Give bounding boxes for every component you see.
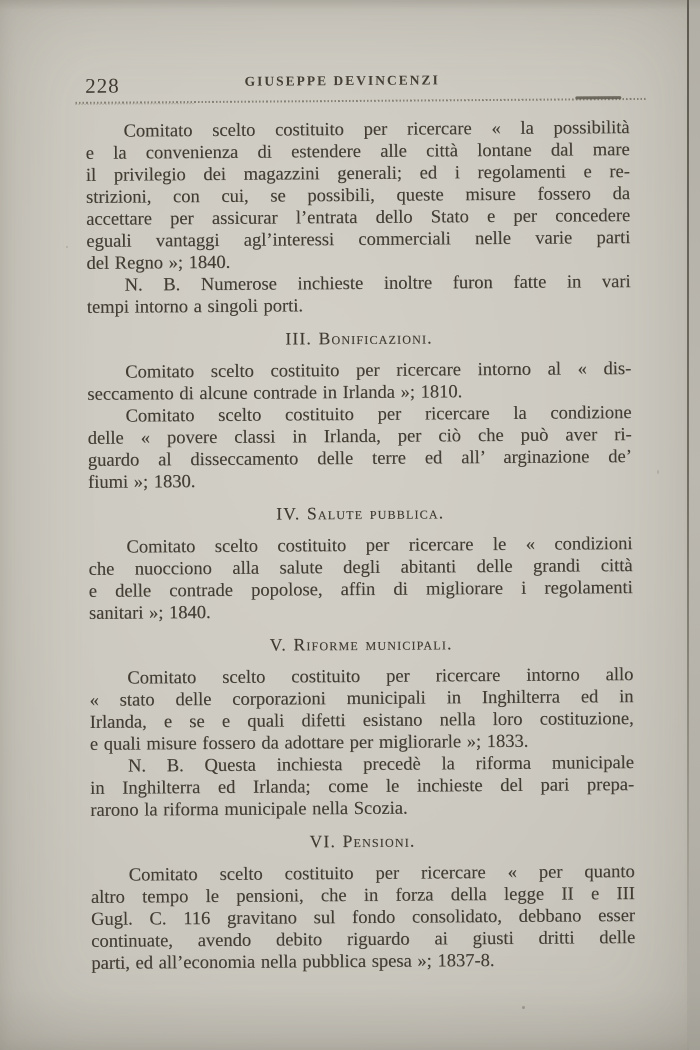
text-line: continuate, avendo debito riguardo ai giusti dritti delle (91, 928, 636, 952)
paragraph (91, 861, 636, 975)
text-line: sanitari »; 1840. (88, 602, 211, 624)
text-line: Comitato scelto costituito per ricercare intorno al « dis- (125, 359, 632, 383)
text-line: parti, ed all’economia nella pubblica spesa »; 1837-8. (91, 951, 495, 974)
paragraph (89, 664, 634, 756)
section-heading: III. Bonificazioni. (285, 327, 433, 349)
paragraph (90, 752, 634, 822)
text-line: Comitato scelto costituito per ricercare « la possibilità (123, 118, 630, 142)
paragraph (87, 271, 631, 319)
paragraph (85, 117, 630, 275)
text-line: altro tempo le pensioni, che in forza della legge II e III (90, 884, 635, 908)
paper-speck (657, 470, 659, 474)
text-line: rarono la riforma municipale nella Scozia. (90, 798, 408, 821)
text-line: Comitato scelto costituito per ricercare le « condizioni (126, 534, 633, 558)
text-line: e delle contrade popolose, affin di migliorare i regolamenti (88, 578, 633, 602)
section-heading: IV. Salute pubblica. (276, 502, 445, 524)
running-title: GIUSEPPE DEVINCENZI (244, 72, 440, 89)
text-line: tempi intorno a singoli porti. (86, 296, 304, 318)
text-line: Gugl. C. 116 gravitano sul fondo consolidato, debbano esser (90, 906, 636, 930)
top-shadow (0, 0, 700, 10)
header-rule-right-segment (575, 96, 621, 99)
text-line: accettare per assicurar l’entrata dello Stato e per concedere (86, 206, 631, 230)
text-line: e la convenienza di estendere alle città lontane dal mare (85, 140, 630, 164)
section-heading: V. Riforme municipali. (269, 633, 453, 655)
text-line: fiumi »; 1830. (87, 472, 196, 493)
text-line: eguali vantaggi agl’interessi commerciali nelle varie parti (86, 228, 631, 252)
text-line: Comitato scelto costituito per ricercare intorno allo (127, 665, 634, 689)
text-line: del Regno »; 1840. (86, 252, 231, 274)
text-line: « stato delle corporazioni municipali in Inghilterra ed in (89, 687, 634, 711)
page-header (85, 0, 630, 112)
paper-speck (522, 1006, 525, 1009)
text-line: Comitato scelto costituito per ricercare « per quanto (128, 862, 635, 886)
text-line: delle « povere classi in Irlanda, per ciò che può aver ri- (87, 425, 632, 449)
page-number: 228 (85, 73, 120, 98)
bottom-shadow (0, 990, 700, 1050)
paragraph (87, 358, 631, 406)
text-line: N. B. Questa inchiesta precedè la riforma municipale (127, 753, 635, 777)
text-line: il privilegio dei magazzini generali; ed i regolamenti e re- (85, 162, 630, 186)
paragraph (88, 533, 633, 625)
text-line: N. B. Numerose inchieste inoltre furon fatte in vari (124, 272, 631, 296)
text-line: strizioni, con cui, se possibili, queste misure fossero da (85, 184, 631, 208)
text-line: che nuocciono alla salute degli abitanti delle grandi città (88, 556, 633, 580)
text-block (85, 117, 635, 975)
text-line: e quali misure fossero da adottare per migliorarle »; 1833. (89, 731, 529, 755)
text-line: in Inghilterra ed Irlanda; come le inchieste del pari prepa- (90, 775, 635, 799)
section-heading: VI. Pensioni. (309, 830, 416, 852)
paragraph (87, 402, 632, 494)
next-page-edge (689, 0, 700, 1050)
text-line: guardo al disseccamento delle terre ed all’ arginazione de’ (87, 447, 632, 471)
text-line: Irlanda, e se e quali difetti esistano nella loro costituzione, (89, 709, 634, 733)
text-line: Comitato scelto costituito per ricercare la condizione (125, 403, 632, 427)
text-line: seccamento di alcune contrade in Irlanda »; 1810. (87, 382, 463, 405)
paper-speck (66, 246, 68, 248)
